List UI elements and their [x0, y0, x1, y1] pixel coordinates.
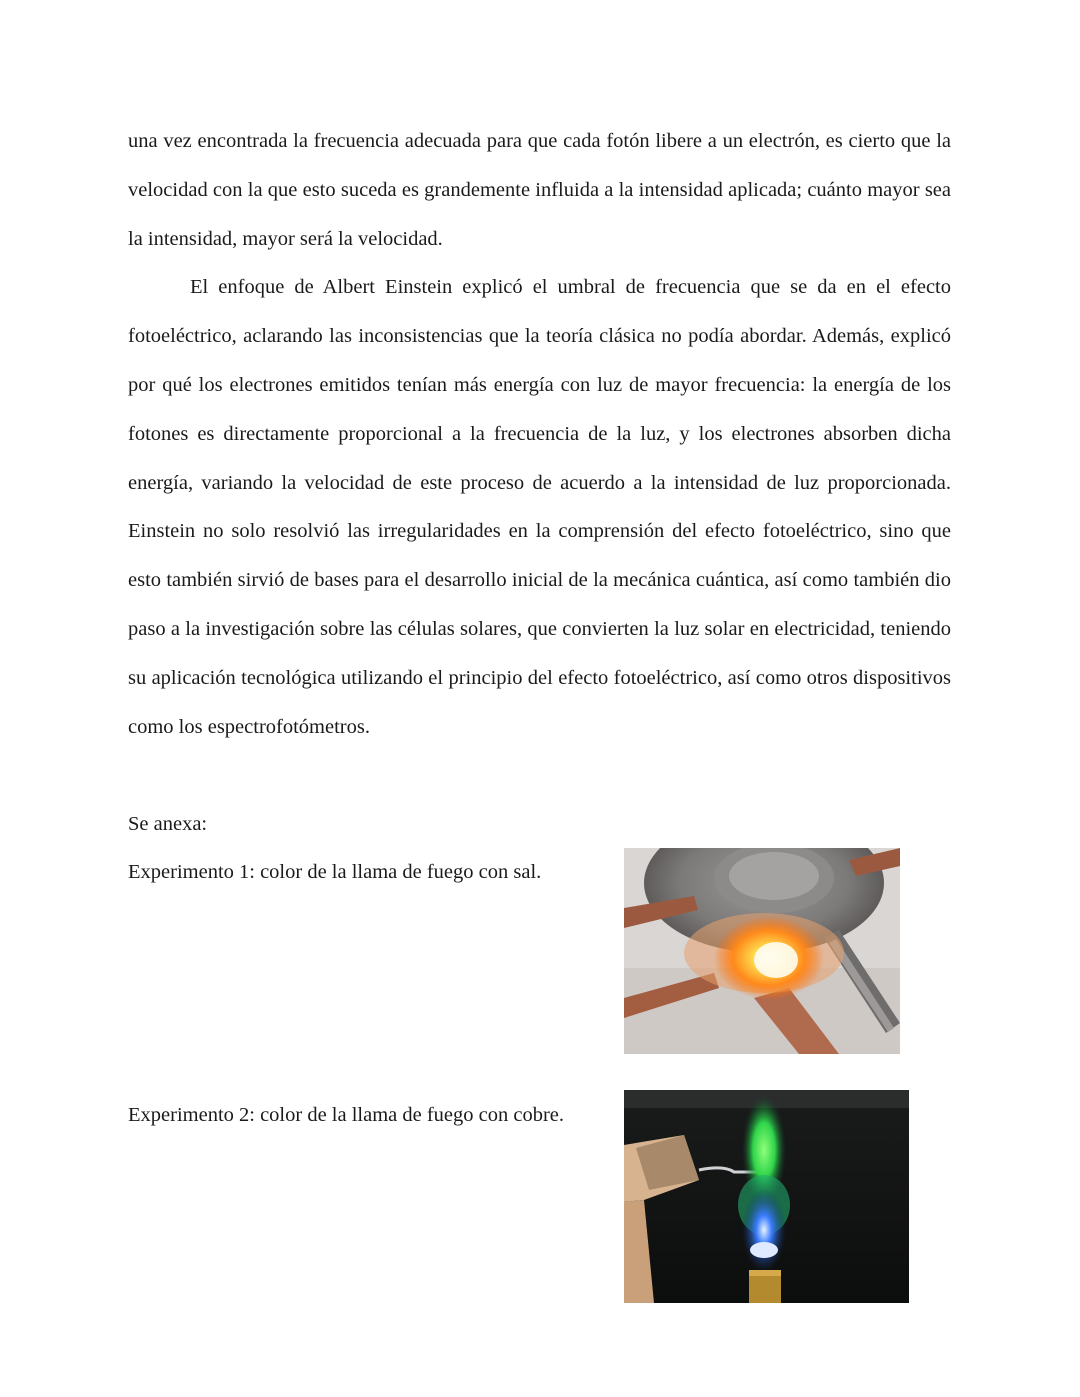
experiment-1-caption: Experimento 1: color de la llama de fuego con sal. — [128, 861, 542, 883]
experiment-2-photo — [624, 1090, 909, 1303]
experiment-1-photo — [624, 848, 900, 1054]
experiment-2-caption: Experimento 2: color de la llama de fuego con cobre. — [128, 1104, 565, 1126]
paragraph-einstein: El enfoque de Albert Einstein explicó el umbral de frecuencia que se da en el efecto fotoeléctrico, aclarando las inconsistencias que la teoría clásica no podía abordar. Además, explicó por qué los electrones emitidos tenían más energía con luz de mayor frecuencia: la energía de los fotones es directamente proporcional a la frecuencia de la luz, y los electrones absorben dicha energía, variando la velocidad de este proceso de acuerdo a la intensidad de luz proporcionada. Einstein no solo resolvió las irregularidades en la comprensión del efecto fotoeléctrico, sino que esto también sirvió de bases para el desarrollo inicial de la mecánica cuántica, así como también dio paso a la investigación sobre las células solares, que convierten la luz solar en electricidad, teniendo su aplicación tecnológica utilizando el principio del efecto fotoeléctrico, así como otros dispositivos como los espectrofotómetros. — [128, 276, 951, 738]
body-text — [128, 117, 951, 751]
annex-heading: Se anexa: — [128, 813, 208, 835]
paragraph-continuation: una vez encontrada la frecuencia adecuada para que cada fotón libere a un electrón, es cierto que la velocidad con la que esto suceda es grandemente influida a la intensidad aplicada; cuánto mayor sea la intensidad, mayor será la velocidad. — [128, 130, 951, 250]
